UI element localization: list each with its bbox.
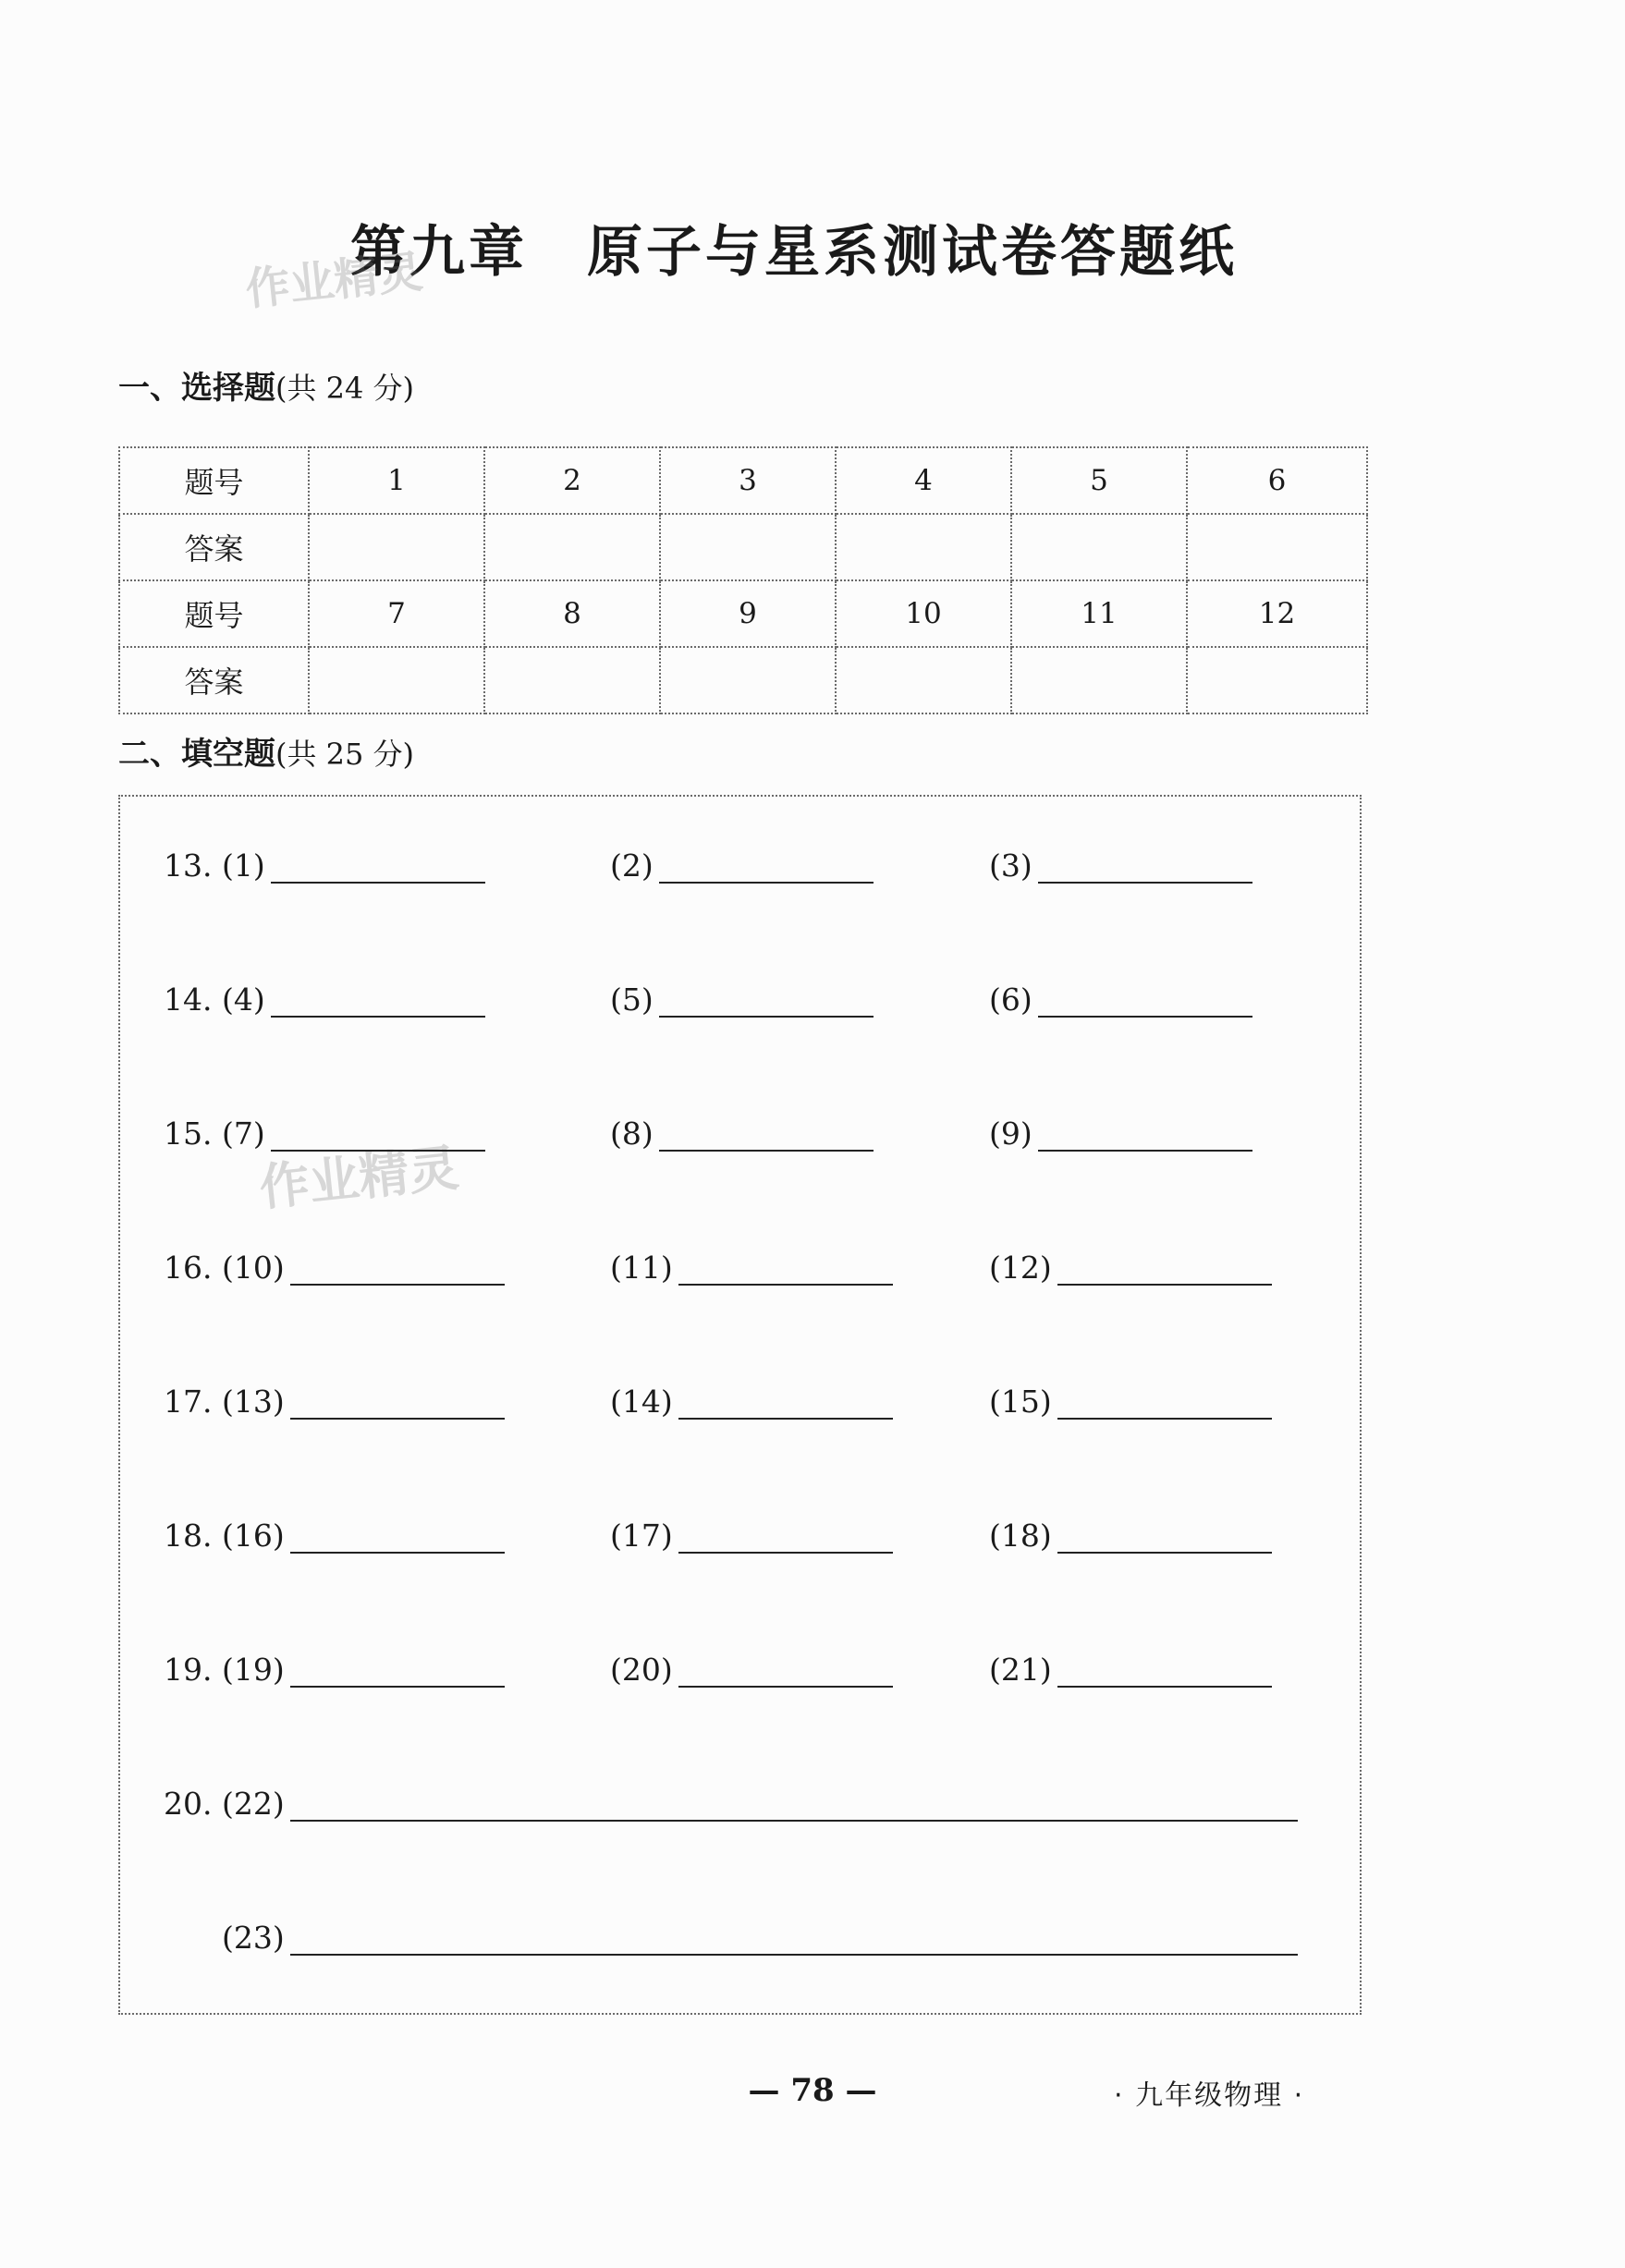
question-number: 15. [164, 1116, 213, 1152]
blank-item [222, 1518, 505, 1554]
blank-question-row [120, 1786, 1363, 1841]
question-number: 14. [164, 982, 213, 1018]
fill-in-blank-area [118, 795, 1362, 2015]
blank-label: (7) [222, 1116, 265, 1152]
blank-label: (6) [989, 982, 1032, 1018]
question-number: 17. [164, 1384, 213, 1420]
blank-item [610, 1518, 893, 1554]
question-number: 16. [164, 1250, 213, 1286]
blank-item [222, 1250, 505, 1286]
answer-cell[interactable] [1187, 647, 1367, 713]
answer-blank-line[interactable] [1038, 1116, 1252, 1152]
blank-label: (10) [222, 1250, 285, 1286]
table-row-question-numbers-2 [119, 580, 1367, 647]
blank-label: (23) [222, 1920, 285, 1956]
blank-question-row [120, 847, 1363, 903]
blank-label: (5) [610, 982, 654, 1018]
answer-blank-line[interactable] [1038, 982, 1252, 1018]
question-number: 19. [164, 1652, 213, 1688]
blank-question-row [120, 1384, 1363, 1439]
blank-question-row [120, 1652, 1363, 1707]
blank-label: (8) [610, 1116, 654, 1152]
page-title: 第九章 原子与星系测试卷答题纸 [350, 220, 1238, 285]
question-number-cell: 5 [1011, 447, 1187, 514]
table-row-answers-1 [119, 514, 1367, 580]
answer-blank-line[interactable] [271, 1116, 485, 1152]
row-label-question-number: 题号 [119, 580, 309, 647]
blank-item [610, 1116, 874, 1152]
question-number: 18. [164, 1518, 213, 1554]
blank-item [989, 1384, 1272, 1420]
answer-blank-line[interactable] [290, 1786, 1298, 1822]
blank-question-row [120, 1920, 1363, 1975]
blank-label: (21) [989, 1652, 1052, 1688]
answer-blank-line[interactable] [1038, 848, 1252, 884]
blank-item [222, 1116, 485, 1152]
blank-label: (4) [222, 982, 265, 1018]
answer-cell[interactable] [309, 514, 484, 580]
answer-cell[interactable] [660, 647, 836, 713]
blank-label: (14) [610, 1384, 673, 1420]
blank-label: (9) [989, 1116, 1032, 1152]
question-number-cell: 11 [1011, 580, 1187, 647]
section-title: 二、填空题 [118, 736, 275, 773]
answer-blank-line[interactable] [659, 1116, 874, 1152]
blank-item [222, 982, 485, 1018]
answer-cell[interactable] [484, 647, 660, 713]
blank-item [989, 1116, 1252, 1152]
question-number: 20. [164, 1786, 213, 1822]
blank-label: (3) [989, 847, 1032, 884]
answer-cell[interactable] [484, 514, 660, 580]
blank-item [610, 982, 874, 1018]
answer-blank-line[interactable] [1057, 1518, 1272, 1554]
blank-label: (16) [222, 1518, 285, 1554]
blank-item [222, 1920, 1298, 1956]
blank-label: (19) [222, 1652, 285, 1688]
answer-blank-line[interactable] [1057, 1250, 1272, 1286]
answer-blank-line[interactable] [290, 1920, 1298, 1956]
blank-item [989, 1518, 1272, 1554]
question-number-cell: 10 [836, 580, 1011, 647]
answer-cell[interactable] [1011, 514, 1187, 580]
blank-question-row [120, 1250, 1363, 1305]
answer-blank-line[interactable] [290, 1384, 505, 1420]
blank-question-row [120, 982, 1363, 1037]
blank-item [610, 1384, 893, 1420]
question-number-cell: 12 [1187, 580, 1367, 647]
answer-blank-line[interactable] [290, 1652, 505, 1688]
blank-item [222, 1786, 1298, 1822]
blank-item [989, 1250, 1272, 1286]
table-row-question-numbers-1 [119, 447, 1367, 514]
answer-cell[interactable] [836, 514, 1011, 580]
blank-item [222, 847, 485, 884]
question-number-cell: 9 [660, 580, 836, 647]
section-heading-multiple-choice [118, 362, 414, 408]
row-label-answer: 答案 [119, 514, 309, 580]
blank-label: (15) [989, 1384, 1052, 1420]
blank-question-row [120, 1518, 1363, 1573]
watermark: 作业精灵 [243, 246, 425, 316]
blank-item [222, 1652, 505, 1688]
answer-blank-line[interactable] [1057, 1384, 1272, 1420]
blank-label: (2) [610, 847, 654, 884]
blank-label: (18) [989, 1518, 1052, 1554]
watermark: 作业精灵 [256, 1138, 462, 1218]
question-number-cell: 6 [1187, 447, 1367, 514]
blank-label: (22) [222, 1786, 285, 1822]
question-number: 13. [164, 847, 213, 884]
blank-label: (12) [989, 1250, 1052, 1286]
table-row-answers-2 [119, 647, 1367, 713]
answer-blank-line[interactable] [1057, 1652, 1272, 1688]
answer-blank-line[interactable] [678, 1652, 893, 1688]
answer-blank-line[interactable] [678, 1518, 893, 1554]
answer-blank-line[interactable] [290, 1518, 505, 1554]
subject-label: · 九年级物理 · [1114, 2079, 1305, 2112]
page-number: — 78 — [748, 2072, 877, 2109]
question-number-cell: 3 [660, 447, 836, 514]
multiple-choice-answer-table [118, 446, 1368, 714]
blank-item [222, 1384, 505, 1420]
answer-blank-line[interactable] [659, 848, 874, 884]
section-title: 一、选择题 [118, 370, 275, 407]
blank-label: (20) [610, 1652, 673, 1688]
blank-label: (11) [610, 1250, 673, 1286]
answer-cell[interactable] [1011, 647, 1187, 713]
blank-item [989, 847, 1252, 884]
answer-blank-line[interactable] [659, 982, 874, 1018]
answer-blank-line[interactable] [290, 1250, 505, 1286]
blank-item [989, 1652, 1272, 1688]
blank-label: (17) [610, 1518, 673, 1554]
answer-blank-line[interactable] [271, 982, 485, 1018]
answer-blank-line[interactable] [271, 848, 485, 884]
section-heading-fill-in-blank [118, 728, 414, 774]
blank-question-row [120, 1116, 1363, 1171]
blank-label: (1) [222, 847, 265, 884]
question-number-cell: 4 [836, 447, 1011, 514]
blank-item [989, 982, 1252, 1018]
blank-item [610, 1250, 893, 1286]
answer-blank-line[interactable] [678, 1250, 893, 1286]
answer-cell[interactable] [309, 647, 484, 713]
question-number-cell: 8 [484, 580, 660, 647]
answer-blank-line[interactable] [678, 1384, 893, 1420]
answer-cell[interactable] [1187, 514, 1367, 580]
row-label-question-number: 题号 [119, 447, 309, 514]
blank-label: (13) [222, 1384, 285, 1420]
question-number-cell: 1 [309, 447, 484, 514]
answer-cell[interactable] [660, 514, 836, 580]
section-score-note: (共 24 分) [275, 371, 415, 406]
blank-item [610, 1652, 893, 1688]
blank-item [610, 847, 874, 884]
answer-cell[interactable] [836, 647, 1011, 713]
question-number-cell: 7 [309, 580, 484, 647]
section-score-note: (共 25 分) [275, 737, 415, 772]
question-number-cell: 2 [484, 447, 660, 514]
row-label-answer: 答案 [119, 647, 309, 713]
